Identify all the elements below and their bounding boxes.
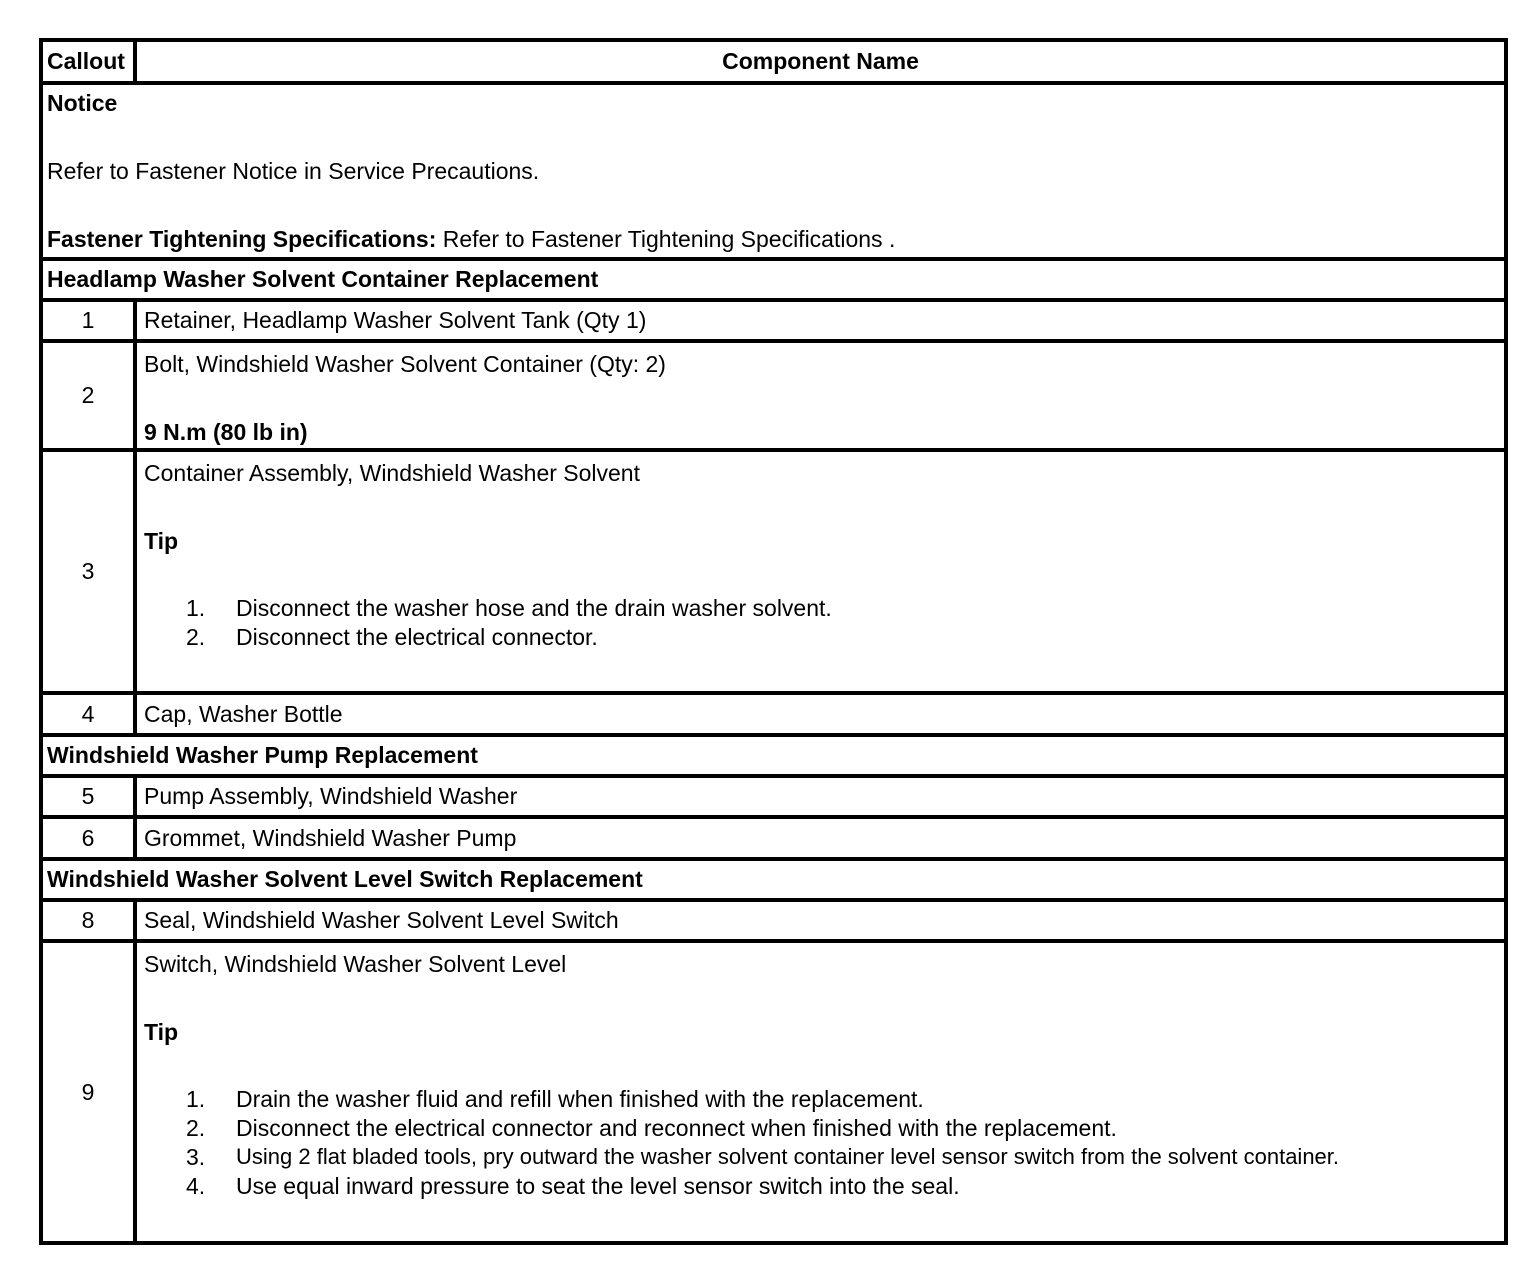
torque-spec: 9 N.m (80 lb in) — [144, 419, 308, 445]
notice-row — [43, 85, 1504, 261]
callout-cell: 1 — [43, 302, 137, 339]
table-row — [43, 778, 1504, 819]
callout-cell: 9 — [43, 943, 137, 1241]
table-row — [43, 819, 1504, 861]
component-name: Cap, Washer Bottle — [144, 700, 343, 727]
section-header: Windshield Washer Solvent Level Switch Replacement — [43, 861, 1504, 902]
callout-cell: 5 — [43, 778, 137, 815]
table-row: 3 Container Assembly, Windshield Washer Solvent Tip 1. Disconnect the washer hose and the drain washer solvent. 2. Disconnect the electrical connector. — [43, 452, 1504, 695]
fastener-spec: Fastener Tightening Specifications: Refer to Fastener Tightening Specifications . — [47, 226, 896, 252]
component-name: Container Assembly, Windshield Washer Solvent — [144, 460, 640, 486]
section-header: Headlamp Washer Solvent Container Replacement — [43, 261, 1504, 302]
component-name: Retainer, Headlamp Washer Solvent Tank (Qty 1) — [144, 307, 647, 333]
header-component-name: Component Name — [722, 48, 919, 74]
table-header-row — [43, 42, 1504, 85]
callout-cell: 4 — [43, 695, 137, 733]
table-row — [43, 343, 1504, 452]
table-row — [43, 902, 1504, 943]
component-name: Seal, Windshield Washer Solvent Level Switch — [144, 907, 619, 933]
notice-text: Refer to Fastener Notice in Service Precautions. — [47, 158, 540, 184]
notice-title: Notice — [47, 90, 118, 116]
component-name: Switch, Windshield Washer Solvent Level — [144, 951, 567, 977]
callout-cell: 3 — [43, 452, 137, 691]
callout-cell: 6 — [43, 819, 137, 857]
component-name: Pump Assembly, Windshield Washer — [144, 783, 518, 809]
component-name: Grommet, Windshield Washer Pump — [144, 824, 517, 851]
tip-label: Tip — [144, 1019, 179, 1045]
table-row: 9 Switch, Windshield Washer Solvent Level Tip 1. Drain the washer fluid and refill when finished with the replacement. 2. Disconnect the electrical connector and reconnect when finished with the replacement. 3. Using 2 flat bladed tools, pry outward the washer solvent container level sensor switch from the solvent container. 4. Use equal inward pressure to seat the level sensor switch into the seal. — [43, 943, 1504, 1241]
callout-cell: 2 — [43, 343, 137, 448]
callout-cell: 8 — [43, 902, 137, 939]
component-name: Bolt, Windshield Washer Solvent Container (Qty: 2) — [144, 351, 666, 377]
component-table — [39, 38, 1508, 1245]
table-row — [43, 302, 1504, 343]
section-header: Windshield Washer Pump Replacement — [43, 737, 1504, 778]
tip-label: Tip — [144, 528, 179, 554]
header-callout: Callout — [43, 42, 137, 81]
table-row — [43, 695, 1504, 737]
